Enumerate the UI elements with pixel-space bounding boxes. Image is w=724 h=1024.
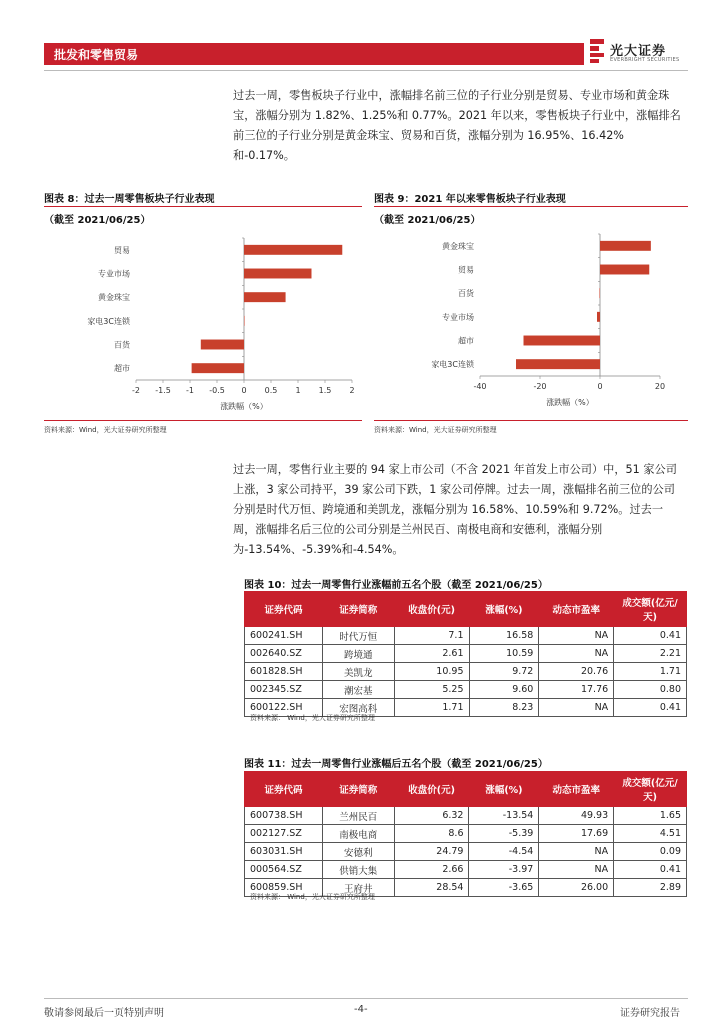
table10-row (245, 645, 687, 663)
chart9-bar (516, 359, 600, 369)
table10-cell: 时代万恒 (322, 627, 394, 645)
chart8-category-label: 专业市场 (98, 269, 130, 279)
table11-column-header: 动态市盈率 (539, 772, 614, 807)
chart8-x-tick-label: -0.5 (209, 386, 225, 395)
table11-row (245, 861, 687, 879)
table10-row (245, 681, 687, 699)
table10-cell: 10.95 (394, 663, 469, 681)
chart9-category-label: 专业市场 (442, 312, 474, 322)
table10-cell: 8.23 (469, 699, 539, 717)
table11-cell: 2.89 (614, 879, 687, 897)
table11-cell: 安德利 (322, 843, 394, 861)
chart8-x-tick-label: -1.5 (155, 386, 171, 395)
table11-cell: 供销大集 (322, 861, 394, 879)
table10-cell: 7.1 (394, 627, 469, 645)
table10-column-header: 收盘价(元) (394, 592, 469, 627)
table10-cell: 宏图高科 (322, 699, 394, 717)
chart9-category-label: 超市 (458, 336, 474, 346)
table11-column-header: 涨幅(%) (469, 772, 539, 807)
chart8-x-tick-label: -2 (132, 386, 140, 395)
chart9-category-label: 贸易 (458, 265, 474, 275)
table10-cell: NA (539, 699, 614, 717)
table10-column-header: 证券代码 (245, 592, 323, 627)
table10-cell: 2.21 (614, 645, 687, 663)
table10-cell: 20.76 (539, 663, 614, 681)
table10-cell: 5.25 (394, 681, 469, 699)
chart8-x-tick-label: 0 (241, 386, 247, 395)
chart8-bar (244, 269, 312, 279)
brand-subtitle: EVERBRIGHT SECURITIES (610, 57, 680, 63)
table11-cell: -13.54 (469, 807, 539, 825)
table11-cell: 17.69 (539, 825, 614, 843)
brand-mark-icon (590, 39, 604, 63)
chart9-category-label: 黄金珠宝 (442, 241, 474, 251)
table11-column-header: 收盘价(元) (394, 772, 469, 807)
table10-cell: 002640.SZ (245, 645, 323, 663)
table10-cell: 2.61 (394, 645, 469, 663)
paragraph-stock-performance: 过去一周，零售行业主要的 94 家上市公司（不含 2021 年首发上市公司）中，51 家公司上涨，3 家公司持平，39 家公司下跌，1 家公司停牌。过去一周，涨幅排名前三位的公司分别是时代万恒、跨境通和美凯龙，涨幅分别为 16.58%、10.59%和 9.72%。过去一周，涨幅排名后三位的公司分别是兰州民百、南极电商和安德利，涨幅分别为-13.54%、-5.39%和-4.54%。 (233, 463, 677, 556)
brand-logo (588, 38, 688, 68)
table10-cell: 002345.SZ (245, 681, 323, 699)
chart9-bar (597, 312, 600, 322)
header-divider (44, 70, 688, 71)
table11 (244, 771, 687, 897)
table11-cell: -5.39 (469, 825, 539, 843)
brand-name: 光大证券 (610, 44, 667, 59)
table11-cell: 28.54 (394, 879, 469, 897)
chart9-x-tick-label: 0 (597, 382, 603, 391)
table10-cell: 17.76 (539, 681, 614, 699)
table10 (244, 591, 687, 717)
chart9-x-tick-label: -40 (473, 382, 487, 391)
chart8-x-tick-label: 1.5 (318, 386, 332, 395)
table10-cell: NA (539, 645, 614, 663)
table11-column-header: 成交额(亿元/天) (614, 772, 687, 807)
table11-cell: 0.41 (614, 861, 687, 879)
table11-cell: 603031.SH (245, 843, 323, 861)
table11-header-row (245, 772, 687, 807)
paragraph-sector-performance: 过去一周，零售板块子行业中，涨幅排名前三位的子行业分别是贸易、专业市场和黄金珠宝，涨幅分别为 1.82%、1.25%和 0.77%。2021 年以来，零售板块子行业中，涨幅排名前三位的子行业分别是黄金珠宝、贸易和百货，涨幅分别为 16.95%、16.42%和-0.17%。 (233, 89, 681, 162)
footer-divider (44, 998, 688, 999)
chart9-x-tick-label: 20 (654, 382, 666, 391)
table10-cell: 1.71 (614, 663, 687, 681)
table11-column-header: 证券代码 (245, 772, 323, 807)
table11-cell: 兰州民百 (322, 807, 394, 825)
figure9-bottom-divider (374, 420, 688, 421)
chart8-bar (201, 340, 244, 350)
table11-cell: 8.6 (394, 825, 469, 843)
table11-cell: -3.97 (469, 861, 539, 879)
table11-cell: 000564.SZ (245, 861, 323, 879)
figure9-subtitle: （截至 2021/06/25） (374, 215, 481, 226)
table11-cell: 002127.SZ (245, 825, 323, 843)
table10-cell: 601828.SH (245, 663, 323, 681)
chart9-category-label: 家电3C连锁 (431, 360, 474, 370)
footer-disclaimer: 敬请参阅最后一页特别声明 (44, 1008, 164, 1019)
table11-cell: NA (539, 843, 614, 861)
table11-cell: 24.79 (394, 843, 469, 861)
table11-cell: 0.09 (614, 843, 687, 861)
figure9-divider (374, 206, 688, 207)
chart8-x-tick-label: 2 (349, 386, 355, 395)
table11-cell: -4.54 (469, 843, 539, 861)
figure9-source: 资料来源：Wind，光大证券研究所整理 (374, 426, 497, 434)
chart8-bar (244, 316, 245, 326)
figure9-chart (374, 232, 688, 417)
table10-row (245, 627, 687, 645)
chart9-bar (524, 336, 601, 346)
figure8-bottom-divider (44, 420, 362, 421)
table10-column-header: 成交额(亿元/天) (614, 592, 687, 627)
table10-cell: 0.41 (614, 627, 687, 645)
figure8-source: 资料来源：Wind，光大证券研究所整理 (44, 426, 167, 434)
chart8-category-label: 百货 (114, 340, 130, 350)
chart8-x-tick-label: 0.5 (264, 386, 278, 395)
table10-cell: 600122.SH (245, 699, 323, 717)
table10-cell: 跨境通 (322, 645, 394, 663)
table10-column-header: 动态市盈率 (539, 592, 614, 627)
table10-cell: 1.71 (394, 699, 469, 717)
table11-row (245, 807, 687, 825)
chart8-bar (192, 363, 244, 373)
chart8-bar (244, 245, 342, 255)
table11-column-header: 证券简称 (322, 772, 394, 807)
table10-title: 图表 10：过去一周零售行业涨幅前五名个股（截至 2021/06/25） (244, 580, 548, 591)
chart8-category-label: 黄金珠宝 (98, 293, 130, 303)
table10-cell: 潮宏基 (322, 681, 394, 699)
table11-row (245, 843, 687, 861)
chart9-bar (599, 288, 600, 298)
chart8-x-tick-label: -1 (186, 386, 194, 395)
table10-cell: 10.59 (469, 645, 539, 663)
chart9-bar (600, 265, 649, 275)
table11-cell: NA (539, 861, 614, 879)
chart8-category-label: 贸易 (114, 245, 130, 255)
table10-cell: 0.80 (614, 681, 687, 699)
chart8-x-tick-label: 1 (295, 386, 301, 395)
table10-cell: NA (539, 627, 614, 645)
footer-report-type: 证券研究报告 (620, 1008, 680, 1019)
section-banner (44, 43, 584, 65)
table11-title: 图表 11：过去一周零售行业涨幅后五名个股（截至 2021/06/25） (244, 759, 548, 770)
chart8-category-label: 家电3C连锁 (87, 316, 130, 326)
table11-cell: -3.65 (469, 879, 539, 897)
table10-column-header: 涨幅(%) (469, 592, 539, 627)
table10-header-row (245, 592, 687, 627)
chart9-bar (600, 241, 651, 251)
table11-cell: 26.00 (539, 879, 614, 897)
table11-cell: 600738.SH (245, 807, 323, 825)
table10-cell: 16.58 (469, 627, 539, 645)
figure8-chart (44, 232, 362, 417)
chart8-bar (244, 292, 286, 302)
table10-cell: 600241.SH (245, 627, 323, 645)
table11-row (245, 825, 687, 843)
table11-cell: 49.93 (539, 807, 614, 825)
page-number: -4- (354, 1004, 368, 1015)
figure8-subtitle: （截至 2021/06/25） (44, 215, 151, 226)
chart9-x-tick-label: -20 (533, 382, 547, 391)
table10-cell: 9.72 (469, 663, 539, 681)
figure8-title: 图表 8：过去一周零售板块子行业表现 (44, 194, 215, 205)
table11-cell: 600859.SH (245, 879, 323, 897)
table11-cell: 4.51 (614, 825, 687, 843)
table11-cell: 南极电商 (322, 825, 394, 843)
table10-source: 资料来源： Wind，光大证券研究所整理 (250, 714, 375, 722)
table10-cell: 美凯龙 (322, 663, 394, 681)
table10-cell: 0.41 (614, 699, 687, 717)
chart8-category-label: 超市 (114, 364, 130, 374)
page-header (0, 0, 724, 80)
table11-cell: 王府井 (322, 879, 394, 897)
table10-row (245, 663, 687, 681)
table10-cell: 9.60 (469, 681, 539, 699)
table11-cell: 6.32 (394, 807, 469, 825)
table10-column-header: 证券简称 (322, 592, 394, 627)
figure9-title: 图表 9：2021 年以来零售板块子行业表现 (374, 194, 566, 205)
chart9-category-label: 百货 (458, 289, 474, 299)
table11-cell: 2.66 (394, 861, 469, 879)
table11-cell: 1.65 (614, 807, 687, 825)
chart8-x-axis-label: 涨跌幅（%） (220, 402, 268, 411)
table11-source: 资料来源： Wind，光大证券研究所整理 (250, 893, 375, 901)
chart9-x-axis-label: 涨跌幅（%） (546, 398, 594, 407)
section-title: 批发和零售贸易 (54, 48, 139, 62)
figure8-divider (44, 206, 362, 207)
